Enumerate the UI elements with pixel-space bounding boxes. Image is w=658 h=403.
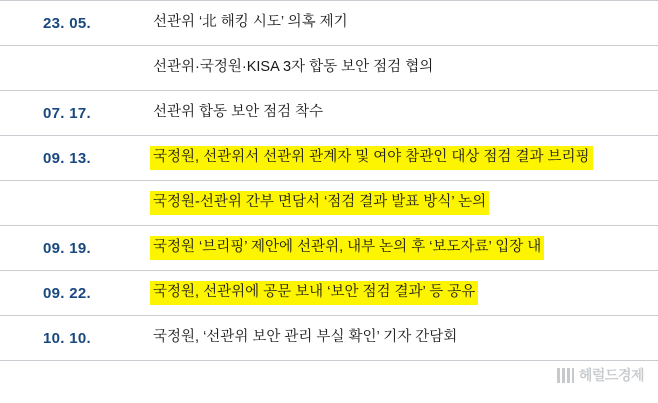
row-text-wrapper: [148, 56, 658, 80]
row-date-label: 10. 10.: [43, 329, 91, 347]
timeline-body: [0, 1, 658, 361]
table-row: [0, 1, 658, 46]
table-row: [0, 46, 658, 91]
row-text-label: 국정원-선관위 간부 면담서 ‘점검 결과 발표 방식’ 논의: [150, 191, 489, 215]
row-date-label: 07. 17.: [43, 104, 91, 122]
row-text-label: 국정원, ‘선관위 보안 관리 부실 확인’ 기자 간담회: [153, 329, 458, 346]
table-cell-date: [0, 316, 148, 361]
row-text-wrapper: [148, 281, 658, 305]
barcode-logo-icon: [557, 368, 574, 383]
table-cell-date: [0, 271, 148, 316]
watermark-label: 헤럴드경제: [578, 367, 644, 383]
table-cell-date: [0, 136, 148, 181]
table-cell-text: [148, 271, 658, 316]
table-row: [0, 91, 658, 136]
table-cell-date: [0, 91, 148, 136]
row-text-label: 국정원, 선관위에 공문 보내 ‘보안 점검 결과’ 등 공유: [150, 281, 478, 305]
table-row: [0, 316, 658, 361]
row-text-wrapper: [148, 191, 658, 215]
table-cell-date: [0, 226, 148, 271]
row-text-wrapper: [148, 11, 658, 35]
row-date-label: 23. 05.: [43, 14, 91, 32]
table-cell-date: [0, 46, 148, 91]
row-text-wrapper: [148, 326, 658, 350]
row-date-label: 09. 22.: [43, 284, 91, 302]
table-cell-text: [148, 226, 658, 271]
table-cell-text: [148, 181, 658, 226]
table-cell-date: [0, 1, 148, 46]
table-row: [0, 181, 658, 226]
table-row: [0, 271, 658, 316]
row-text-label: 국정원 ‘브리핑’ 제안에 선관위, 내부 논의 후 ‘보도자료’ 입장 내: [150, 236, 544, 260]
table-cell-text: [148, 46, 658, 91]
table-cell-text: [148, 1, 658, 46]
row-date-label: 09. 13.: [43, 149, 91, 167]
row-text-wrapper: [148, 236, 658, 260]
table-cell-text: [148, 316, 658, 361]
watermark: [557, 365, 644, 385]
table-cell-text: [148, 136, 658, 181]
table-cell-text: [148, 91, 658, 136]
row-text-wrapper: [148, 146, 658, 170]
table-row: [0, 136, 658, 181]
row-text-wrapper: [148, 101, 658, 125]
table-row: [0, 226, 658, 271]
row-text-label: 선관위 합동 보안 점검 착수: [153, 104, 324, 121]
row-text-label: 선관위·국정원·KISA 3자 합동 보안 점검 협의: [153, 59, 434, 76]
row-date-label: 09. 19.: [43, 239, 91, 257]
row-text-label: 국정원, 선관위서 선관위 관계자 및 여야 참관인 대상 점검 결과 브리핑: [150, 146, 593, 170]
table-cell-date: [0, 181, 148, 226]
row-text-label: 선관위 ‘北 해킹 시도’ 의혹 제기: [153, 14, 348, 31]
